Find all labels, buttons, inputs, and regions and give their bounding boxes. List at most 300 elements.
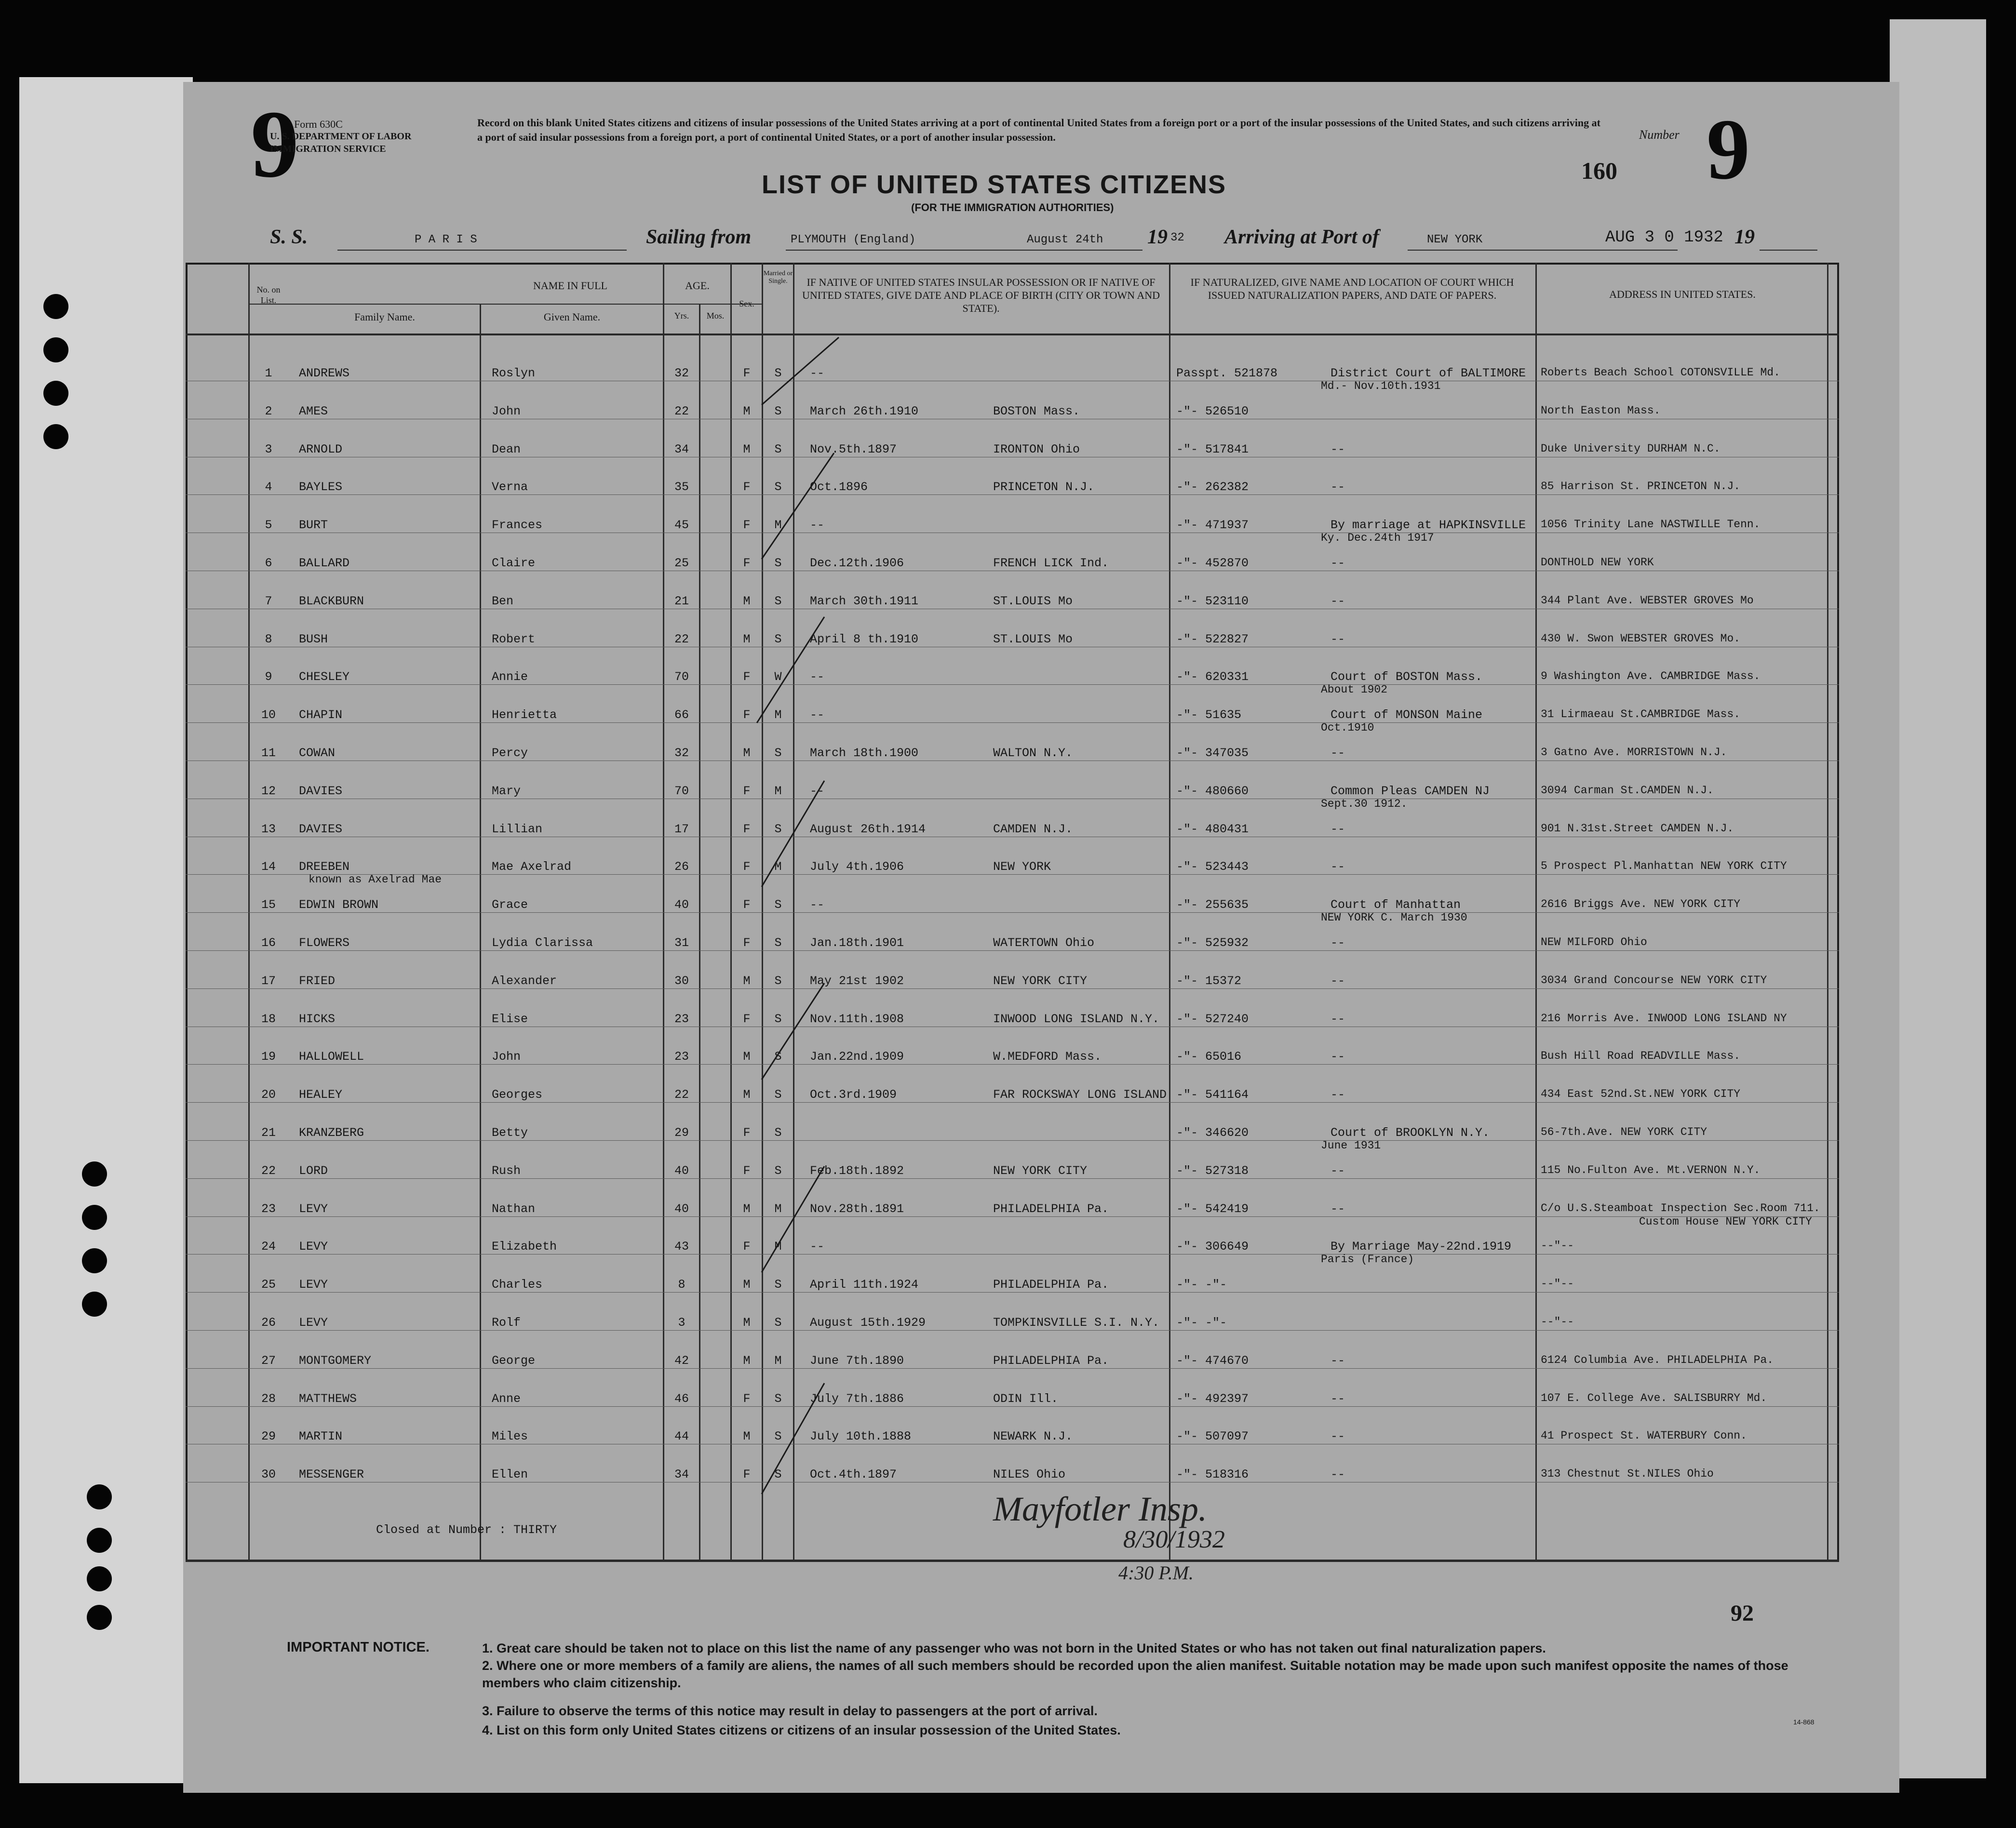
row-number: 26 [261, 1316, 276, 1330]
naturalization-court-2: June 1931 [1321, 1139, 1381, 1152]
birth-date: -- [810, 898, 825, 912]
address: 85 Harrison St. PRINCETON N.J. [1541, 480, 1741, 493]
birth-date: Feb.18th.1892 [810, 1164, 904, 1178]
passport-number: -"- 542419 [1176, 1202, 1249, 1216]
given-name: Claire [492, 556, 536, 570]
row-rule [186, 1178, 1839, 1179]
passport-number: -"- 518316 [1176, 1468, 1249, 1481]
sail-date: August 24th [1027, 233, 1103, 246]
family-name: LORD [299, 1164, 328, 1178]
naturalization-court-2: About 1902 [1321, 683, 1388, 696]
address-line-2: Custom House NEW YORK CITY [1639, 1215, 1812, 1228]
agency-line-1: U. S. DEPARTMENT OF LABOR [270, 131, 412, 142]
ship-line [337, 250, 627, 251]
passport-number: -"- 522827 [1176, 632, 1249, 646]
address: C/o U.S.Steamboat Inspection Sec.Room 711. [1541, 1202, 1820, 1214]
age-years: 8 [678, 1278, 685, 1292]
age-years: 70 [674, 784, 689, 798]
marital-status: S [774, 594, 782, 608]
birth-date: July 10th.1888 [810, 1429, 912, 1443]
record-instruction: Record on this blank United States citizens and citizens of insular possessions of the United States arriving at a port of continental United States from a foreign port or a port of the insular possessions of the United States, and such citizens arriving at a port of said insular possessions from a foreign port, a port of continental United States, or a port of another insular possession. [477, 117, 1600, 143]
punch-hole [43, 381, 68, 406]
row-rule [186, 988, 1839, 989]
given-name: Dean [492, 442, 521, 456]
age-years: 22 [674, 1088, 689, 1102]
notice-item-3: 3. Failure to observe the terms of this notice may result in delay to passengers at the port of arrival. [482, 1704, 1098, 1718]
family-name: ANDREWS [299, 366, 350, 380]
age-years: 17 [674, 822, 689, 836]
naturalization-court-2: Sept.30 1912. [1321, 798, 1408, 810]
passport-number: -"- 15372 [1176, 974, 1242, 988]
given-name: Anne [492, 1392, 521, 1406]
sex: F [743, 1240, 751, 1254]
marital-status: M [774, 860, 782, 874]
given-name: Elizabeth [492, 1240, 557, 1254]
given-name: Ben [492, 594, 514, 608]
sex: M [743, 1050, 751, 1064]
given-name: Annie [492, 670, 528, 684]
marital-status: M [774, 518, 782, 532]
birth-date: -- [810, 784, 825, 798]
row-rule [186, 1064, 1839, 1065]
family-name: HICKS [299, 1012, 336, 1026]
row-number: 21 [261, 1126, 276, 1140]
birth-date: Nov.11th.1908 [810, 1012, 904, 1026]
given-name: Charles [492, 1278, 543, 1292]
row-number: 9 [265, 670, 272, 684]
given-name: Nathan [492, 1202, 536, 1216]
given-name: Alexander [492, 974, 557, 988]
passport-number: -"- 51635 [1176, 708, 1242, 722]
birth-date: Nov.28th.1891 [810, 1202, 904, 1216]
sex: F [743, 1164, 751, 1178]
birth-date: Nov.5th.1897 [810, 442, 897, 456]
punch-hole [82, 1161, 107, 1187]
birth-place: ST.LOUIS Mo [993, 632, 1073, 646]
birth-date: March 30th.1911 [810, 594, 919, 608]
age-years: 40 [674, 1202, 689, 1216]
sex: F [743, 1392, 751, 1406]
sex: F [743, 784, 751, 798]
marital-status: M [774, 1202, 782, 1216]
naturalization-court: -- [1331, 1202, 1345, 1216]
row-number: 19 [261, 1050, 276, 1064]
address: 3 Gatno Ave. MORRISTOWN N.J. [1541, 746, 1727, 759]
col-header-naturalized: IF NATURALIZED, GIVE NAME AND LOCATION OF COURT WHICH ISSUED NATURALIZATION PAPERS, AND DATE OF PAPERS. [1190, 276, 1514, 301]
row-number: 4 [265, 480, 272, 494]
passport-number: -"- 306649 [1176, 1240, 1249, 1254]
given-name: Frances [492, 518, 543, 532]
birth-place: IRONTON Ohio [993, 442, 1080, 456]
passport-number: -"- 262382 [1176, 480, 1249, 494]
birth-date: Jan.18th.1901 [810, 936, 904, 950]
naturalization-court: -- [1331, 594, 1345, 608]
address: 3094 Carman St.CAMDEN N.J. [1541, 784, 1714, 797]
row-rule [186, 1140, 1839, 1141]
marital-status: S [774, 1050, 782, 1064]
passport-number: -"- 525932 [1176, 936, 1249, 950]
naturalization-court: -- [1331, 974, 1345, 988]
given-name: Lillian [492, 822, 543, 836]
address: 9 Washington Ave. CAMBRIDGE Mass. [1541, 670, 1761, 682]
birth-date: August 26th.1914 [810, 822, 926, 836]
marital-status: M [774, 708, 782, 722]
family-name: LEVY [299, 1316, 328, 1330]
naturalization-court: -- [1331, 1354, 1345, 1368]
age-years: 30 [674, 974, 689, 988]
punch-hole [87, 1566, 112, 1591]
address: 216 Morris Ave. INWOOD LONG ISLAND NY [1541, 1012, 1787, 1025]
passport-number: -"- 507097 [1176, 1429, 1249, 1443]
birth-place: TOMPKINSVILLE S.I. N.Y. [993, 1316, 1160, 1330]
family-name: LEVY [299, 1202, 328, 1216]
passport-number: -"- 517841 [1176, 442, 1249, 456]
naturalization-court: -- [1331, 860, 1345, 874]
notice-heading: IMPORTANT NOTICE. [287, 1640, 430, 1655]
check-mark-stroke [762, 983, 824, 1080]
background-page-edge [1890, 19, 1986, 1778]
print-code: 14-868 [1793, 1718, 1814, 1726]
row-number: 13 [261, 822, 276, 836]
row-number: 27 [261, 1354, 276, 1368]
row-rule [186, 722, 1839, 723]
address: Roberts Beach School COTONSVILLE Md. [1541, 366, 1780, 379]
marital-status: M [774, 1240, 782, 1254]
naturalization-court: -- [1331, 1088, 1345, 1102]
naturalization-court: Court of Manhattan [1331, 898, 1461, 912]
address: NEW MILFORD Ohio [1541, 936, 1647, 948]
birth-date: July 4th.1906 [810, 860, 904, 874]
row-number: 5 [265, 518, 272, 532]
row-number: 7 [265, 594, 272, 608]
naturalization-court: Court of BOSTON Mass. [1331, 670, 1483, 684]
age-years: 35 [674, 480, 689, 494]
col-header-family-name: Family Name. [354, 311, 415, 323]
row-rule [186, 1406, 1839, 1407]
birth-date: -- [810, 1240, 825, 1254]
naturalization-court: -- [1331, 1050, 1345, 1064]
sex: M [743, 1088, 751, 1102]
marital-status: S [774, 822, 782, 836]
birth-date: June 7th.1890 [810, 1354, 904, 1368]
punch-hole [87, 1484, 112, 1509]
marital-status: S [774, 442, 782, 456]
from-port: PLYMOUTH (England) [791, 233, 916, 246]
sex: M [743, 1429, 751, 1443]
age-years: 22 [674, 632, 689, 646]
marital-status: S [774, 404, 782, 418]
family-name: MARTIN [299, 1429, 343, 1443]
age-years: 40 [674, 898, 689, 912]
sail-date-line [1017, 250, 1142, 251]
marital-status: S [774, 1278, 782, 1292]
check-mark-stroke [762, 337, 839, 405]
address: 41 Prospect St. WATERBURY Conn. [1541, 1429, 1747, 1442]
row-number: 2 [265, 404, 272, 418]
sail-year-prefix: 19 [1147, 226, 1168, 248]
birth-place: NEWARK N.J. [993, 1429, 1073, 1443]
row-number: 24 [261, 1240, 276, 1254]
passport-number: -"- 65016 [1176, 1050, 1242, 1064]
row-rule [186, 1102, 1839, 1103]
sex: M [743, 632, 751, 646]
family-name: MESSENGER [299, 1468, 364, 1481]
col-rule [480, 304, 481, 1561]
sex: M [743, 746, 751, 760]
row-rule [186, 1368, 1839, 1369]
sex: M [743, 1316, 751, 1330]
given-name: Robert [492, 632, 536, 646]
naturalization-court: -- [1331, 746, 1345, 760]
col-header-given-name: Given Name. [543, 311, 601, 323]
arriving-label: Arriving at Port of [1224, 226, 1379, 248]
marital-status: S [774, 936, 782, 950]
notice-item-2: 2. Where one or more members of a family are aliens, the names of all such members should be recorded upon the alien manifest. Suitable notation may be made upon such manifest opposite the names of those members who claim citizenship. [482, 1658, 1788, 1690]
sex: F [743, 936, 751, 950]
given-name: Mae Axelrad [492, 860, 572, 874]
ss-label: S. S. [270, 226, 308, 248]
given-name: Georges [492, 1088, 543, 1102]
given-name: John [492, 404, 521, 418]
marital-status: S [774, 1126, 782, 1140]
address: 1056 Trinity Lane NASTWILLE Tenn. [1541, 518, 1761, 531]
age-years: 3 [678, 1316, 685, 1330]
age-years: 43 [674, 1240, 689, 1254]
row-rule [186, 1330, 1839, 1331]
family-name: COWAN [299, 746, 336, 760]
birth-date: March 18th.1900 [810, 746, 919, 760]
naturalization-court: By Marriage May-22nd.1919 [1331, 1240, 1512, 1254]
birth-place: W.MEDFORD Mass. [993, 1050, 1102, 1064]
birth-date: -- [810, 670, 825, 684]
age-years: 23 [674, 1012, 689, 1026]
family-name: DAVIES [299, 784, 343, 798]
col-header-mos: Mos. [706, 311, 725, 320]
number-label: Number [1639, 128, 1680, 142]
given-name: Percy [492, 746, 528, 760]
naturalization-court: By marriage at HAPKINSVILLE [1331, 518, 1526, 532]
passport-number: -"- 471937 [1176, 518, 1249, 532]
row-rule [186, 912, 1839, 913]
address: 3034 Grand Concourse NEW YORK CITY [1541, 974, 1767, 987]
age-years: 32 [674, 746, 689, 760]
birth-date: April 8 th.1910 [810, 632, 919, 646]
row-number: 10 [261, 708, 276, 722]
address: DONTHOLD NEW YORK [1541, 556, 1654, 569]
row-rule [186, 1216, 1839, 1217]
family-name: BURT [299, 518, 328, 532]
row-number: 22 [261, 1164, 276, 1178]
passport-number: -"- 526510 [1176, 404, 1249, 418]
naturalization-court-2: Oct.1910 [1321, 721, 1374, 734]
large-number-left: 9 [251, 91, 299, 198]
birth-date: August 15th.1929 [810, 1316, 926, 1330]
col-header-age: AGE. [685, 280, 710, 292]
naturalization-court-2: Md.- Nov.10th.1931 [1321, 380, 1441, 392]
row-rule [186, 684, 1839, 685]
sex: F [743, 1126, 751, 1140]
sex: F [743, 860, 751, 874]
marital-status: S [774, 1468, 782, 1481]
given-name: Miles [492, 1429, 528, 1443]
row-number: 14 [261, 860, 276, 874]
birth-place: BOSTON Mass. [993, 404, 1080, 418]
given-name: Rolf [492, 1316, 521, 1330]
col-header-sex: Sex. [739, 299, 754, 308]
punch-hole [82, 1292, 107, 1317]
sex: M [743, 974, 751, 988]
naturalization-court-2: NEW YORK C. March 1930 [1321, 911, 1467, 924]
naturalization-court: -- [1331, 556, 1345, 570]
sex: F [743, 556, 751, 570]
notice-item-4: 4. List on this form only United States citizens or citizens of an insular possession of the United States. [482, 1723, 1121, 1737]
address: 901 N.31st.Street CAMDEN N.J. [1541, 822, 1734, 835]
age-years: 32 [674, 366, 689, 380]
inspector-signature: Mayfotler Insp. [993, 1490, 1207, 1528]
marital-status: M [774, 1354, 782, 1368]
ship-name: P A R I S [415, 233, 477, 246]
given-name: Betty [492, 1126, 528, 1140]
given-name: Lydia Clarissa [492, 936, 593, 950]
birth-date: April 11th.1924 [810, 1278, 919, 1292]
form-number: Form 630C [294, 118, 343, 130]
sex: M [743, 1202, 751, 1216]
inspector-time: 4:30 P.M. [1118, 1562, 1194, 1584]
passport-number: -"- 620331 [1176, 670, 1249, 684]
row-rule [186, 494, 1839, 495]
row-number: 28 [261, 1392, 276, 1406]
age-years: 34 [674, 442, 689, 456]
passport-number: -"- 523110 [1176, 594, 1249, 608]
check-mark-stroke [762, 781, 824, 887]
sex: F [743, 480, 751, 494]
row-number: 30 [261, 1468, 276, 1481]
row-rule [186, 950, 1839, 951]
punch-hole [82, 1205, 107, 1230]
passport-number: -"- 474670 [1176, 1354, 1249, 1368]
given-name: Mary [492, 784, 521, 798]
birth-place: ST.LOUIS Mo [993, 594, 1073, 608]
age-years: 34 [674, 1468, 689, 1481]
birth-date: Oct.3rd.1909 [810, 1088, 897, 1102]
passport-number: -"- 347035 [1176, 746, 1249, 760]
address: --"-- [1541, 1240, 1574, 1252]
birth-date: July 7th.1886 [810, 1392, 904, 1406]
naturalization-court: -- [1331, 1164, 1345, 1178]
row-number: 16 [261, 936, 276, 950]
family-name: DREEBEN [299, 860, 350, 874]
given-name: Verna [492, 480, 528, 494]
passport-number: -"- 346620 [1176, 1126, 1249, 1140]
birth-place: PRINCETON N.J. [993, 480, 1095, 494]
row-rule [186, 1292, 1839, 1293]
row-number: 17 [261, 974, 276, 988]
family-name: MATTHEWS [299, 1392, 357, 1406]
sex: F [743, 708, 751, 722]
row-number: 12 [261, 784, 276, 798]
address: --"-- [1541, 1316, 1574, 1328]
passport-number: -"- 541164 [1176, 1088, 1249, 1102]
sex: M [743, 442, 751, 456]
family-name: HEALEY [299, 1088, 343, 1102]
corner-number: 92 [1731, 1601, 1754, 1626]
passport-number: -"- -"- [1176, 1316, 1227, 1330]
birth-place: PHILADELPHIA Pa. [993, 1354, 1109, 1368]
age-years: 29 [674, 1126, 689, 1140]
sailing-label: Sailing from [646, 226, 752, 248]
row-number: 11 [261, 746, 276, 760]
arrival-year-prefix: 19 [1734, 226, 1755, 248]
given-name: Henrietta [492, 708, 557, 722]
family-name: LEVY [299, 1278, 328, 1292]
naturalization-court: District Court of BALTIMORE [1331, 366, 1526, 380]
birth-date: -- [810, 708, 825, 722]
marital-status: M [774, 784, 782, 798]
sex: M [743, 404, 751, 418]
birth-place: NILES Ohio [993, 1468, 1066, 1481]
birth-place: ODIN Ill. [993, 1392, 1059, 1406]
address: 115 No.Fulton Ave. Mt.VERNON N.Y. [1541, 1164, 1761, 1176]
naturalization-court: -- [1331, 822, 1345, 836]
given-name: Elise [492, 1012, 528, 1026]
family-name: FLOWERS [299, 936, 350, 950]
given-name: Roslyn [492, 366, 536, 380]
address: 434 East 52nd.St.NEW YORK CITY [1541, 1088, 1741, 1100]
naturalization-court: -- [1331, 1392, 1345, 1406]
age-years: 46 [674, 1392, 689, 1406]
birth-place: PHILADELPHIA Pa. [993, 1202, 1109, 1216]
passport-number: -"- 452870 [1176, 556, 1249, 570]
marital-status: S [774, 746, 782, 760]
family-name: CHAPIN [299, 708, 343, 722]
age-years: 42 [674, 1354, 689, 1368]
birth-place: PHILADELPHIA Pa. [993, 1278, 1109, 1292]
col-header-married-single: Married or Single. [763, 270, 793, 285]
address: 430 W. Swon WEBSTER GROVES Mo. [1541, 632, 1741, 645]
address: 313 Chestnut St.NILES Ohio [1541, 1468, 1714, 1480]
birth-date: Dec.12th.1906 [810, 556, 904, 570]
page-subtitle: (FOR THE IMMIGRATION AUTHORITIES) [911, 201, 1114, 213]
page-title: LIST OF UNITED STATES CITIZENS [762, 170, 1226, 199]
naturalization-court: -- [1331, 1429, 1345, 1443]
family-name: KRANZBERG [299, 1126, 364, 1140]
check-mark-stroke [762, 453, 834, 559]
marital-status: S [774, 480, 782, 494]
marital-status: S [774, 632, 782, 646]
age-years: 45 [674, 518, 689, 532]
arrival-date-stamp: AUG 3 0 1932 [1605, 228, 1723, 247]
naturalization-court: -- [1331, 480, 1345, 494]
marital-status: S [774, 1392, 782, 1406]
given-name: Grace [492, 898, 528, 912]
given-name: Ellen [492, 1468, 528, 1481]
naturalization-court: Common Pleas CAMDEN NJ [1331, 784, 1490, 798]
passport-number: -"- 527240 [1176, 1012, 1249, 1026]
age-years: 26 [674, 860, 689, 874]
birth-place: WALTON N.Y. [993, 746, 1073, 760]
sex: F [743, 670, 751, 684]
row-number: 23 [261, 1202, 276, 1216]
age-years: 25 [674, 556, 689, 570]
col-header-address: ADDRESS IN UNITED STATES. [1609, 288, 1756, 300]
arrival-port: NEW YORK [1427, 233, 1483, 246]
col-header-name-in-full: NAME IN FULL [533, 280, 607, 292]
check-mark-stroke [762, 1166, 824, 1272]
passport-number: -"- 480660 [1176, 784, 1249, 798]
birth-place: NEW YORK CITY [993, 1164, 1088, 1178]
marital-status: S [774, 1316, 782, 1330]
marital-status: S [774, 366, 782, 380]
